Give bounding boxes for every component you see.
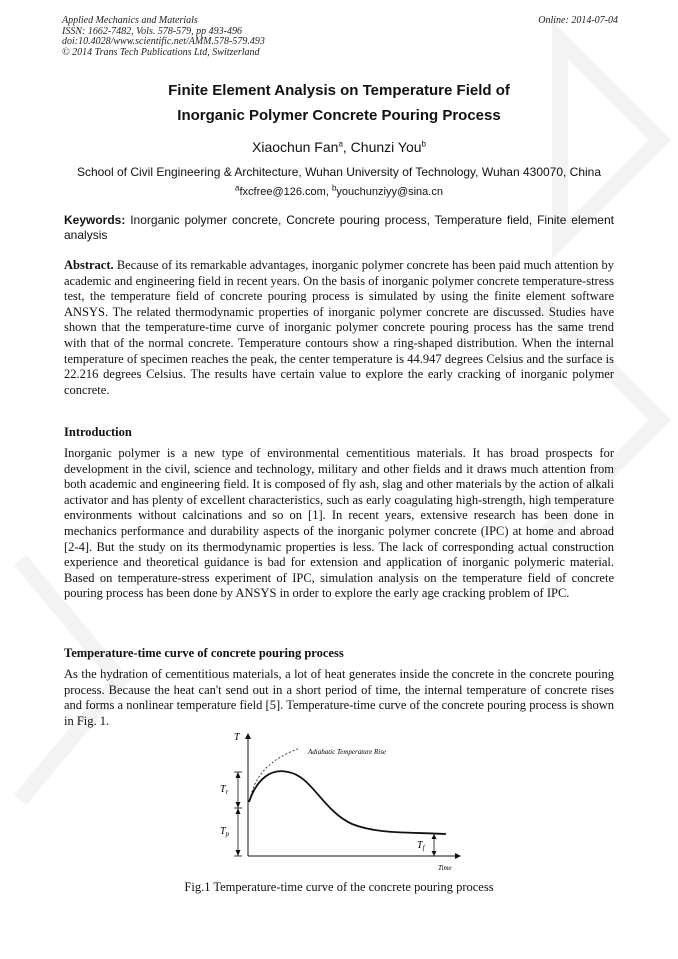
abstract-label: Abstract. <box>64 258 114 272</box>
keywords-label: Keywords: <box>64 213 126 227</box>
email-superscript: a <box>235 183 240 193</box>
arrow-head <box>432 834 437 839</box>
tp-label: $T_p$ <box>220 826 230 838</box>
journal-name: Applied Mechanics and Materials <box>62 15 198 26</box>
temperature-time-figure <box>212 728 472 878</box>
author-superscript: b <box>421 139 426 149</box>
section-heading: Temperature-time curve of concrete pouring process <box>64 646 344 660</box>
arrow-head <box>236 808 241 814</box>
online-date: Online: 2014-07-04 <box>538 15 618 26</box>
author-name: Xiaochun Fan <box>252 139 339 155</box>
arrow-head <box>432 851 437 856</box>
temperature-curve <box>249 771 446 834</box>
x-axis-label: Time <box>438 864 452 872</box>
email-link[interactable]: youchunziyy@sina.cn <box>336 186 443 198</box>
abstract <box>64 258 614 398</box>
arrow-head <box>236 850 241 856</box>
tf-label: $T_f$ <box>417 840 425 852</box>
section-heading: Introduction <box>64 425 132 439</box>
paper-title-line-2: Inorganic Polymer Concrete Pouring Process <box>177 107 501 124</box>
y-axis-label: T <box>234 732 240 743</box>
keywords <box>64 213 614 243</box>
adiabatic-label: Adiabatic Temperature Rise <box>308 748 387 756</box>
tr-label: $T_r$ <box>220 784 229 796</box>
keywords-text: Inorganic polymer concrete, Concrete pouring process, Temperature field, Finite element analysis <box>64 213 614 242</box>
arrow-head <box>236 802 241 808</box>
affiliation: School of Civil Engineering & Architecture, Wuhan University of Technology, Wuhan 430070, China <box>76 165 602 179</box>
author-emails <box>0 183 678 198</box>
author-name: Chunzi You <box>350 139 422 155</box>
arrow-head <box>236 772 241 778</box>
figure-caption: Fig.1 Temperature-time curve of the concrete pouring process <box>184 880 494 894</box>
intro-paragraph: Inorganic polymer is a new type of environmental cementitious materials. It has broad prospects for development in the civil, science and technology, military and other fields and it draws much attention from both academic and engineering field. It is composed of fly ash, slag and other materials by the action of alkali activator and has plenty of excellent characteristics, such as early coagulating high-strength, high temperature environments without calcinations and so on [1]. In recent years, extensive research has been done in mechanics performance and durability aspects of the inorganic polymer concrete (IPC) at home and abroad [2-4]. But the study on its thermodynamic properties is less. The lack of corresponding actual construction experience and theoretical guidance is bad for extension and application of inorganic polymeric material. Based on temperature-stress experiment of IPC, simulation analysis on the temperature field of concrete pouring process has been done by ANSYS in order to explore the early age cracking problem of IPC. <box>64 446 614 601</box>
issn-line: ISSN: 1662-7482, Vols. 578-579, pp 493-496 <box>62 25 242 37</box>
doi-line[interactable]: doi:10.4028/www.scientific.net/AMM.578-579.493 <box>62 36 265 47</box>
author-list <box>0 139 678 155</box>
section2-paragraph: As the hydration of cementitious materials, a lot of heat generates inside the concrete in the concrete pouring process. Because the heat can't send out in a short period of time, the internal temperature of concrete rises and forms a nonlinear temperature field [5]. Temperature-time curve of the concrete pouring process is shown in Fig. 1. <box>64 667 614 728</box>
email-superscript: b <box>331 183 337 193</box>
author-superscript: a <box>338 139 343 149</box>
abstract-text: Because of its remarkable advantages, inorganic polymer concrete has been paid much attention by academic and engineering field in recent years. On the basis of inorganic polymer concrete temperature-stress test, the temperature field of concrete pouring process is simulated by using the finite element software ANSYS. The related thermodynamic properties of inorganic polymer concrete are discussed. Studies have shown that the temperature-time curve of inorganic polymer concrete pouring process has the same trend with that of the normal concrete. Temperature contours show a ring-shaped distribution. When the internal temperature of specimen reaches the peak, the center temperature is 44.947 degrees Celsius and the surface is 22.216 degrees Celsius. The results have certain value to explore the early cracking of inorganic polymer concrete. <box>64 258 614 397</box>
copyright-line: © 2014 Trans Tech Publications Ltd, Switzerland <box>62 46 260 58</box>
journal-header <box>62 16 618 58</box>
author-separator: , <box>342 139 351 155</box>
email-link[interactable]: fxcfree@126.com, <box>239 186 332 198</box>
paper-title-line-1: Finite Element Analysis on Temperature Field of <box>168 82 510 99</box>
